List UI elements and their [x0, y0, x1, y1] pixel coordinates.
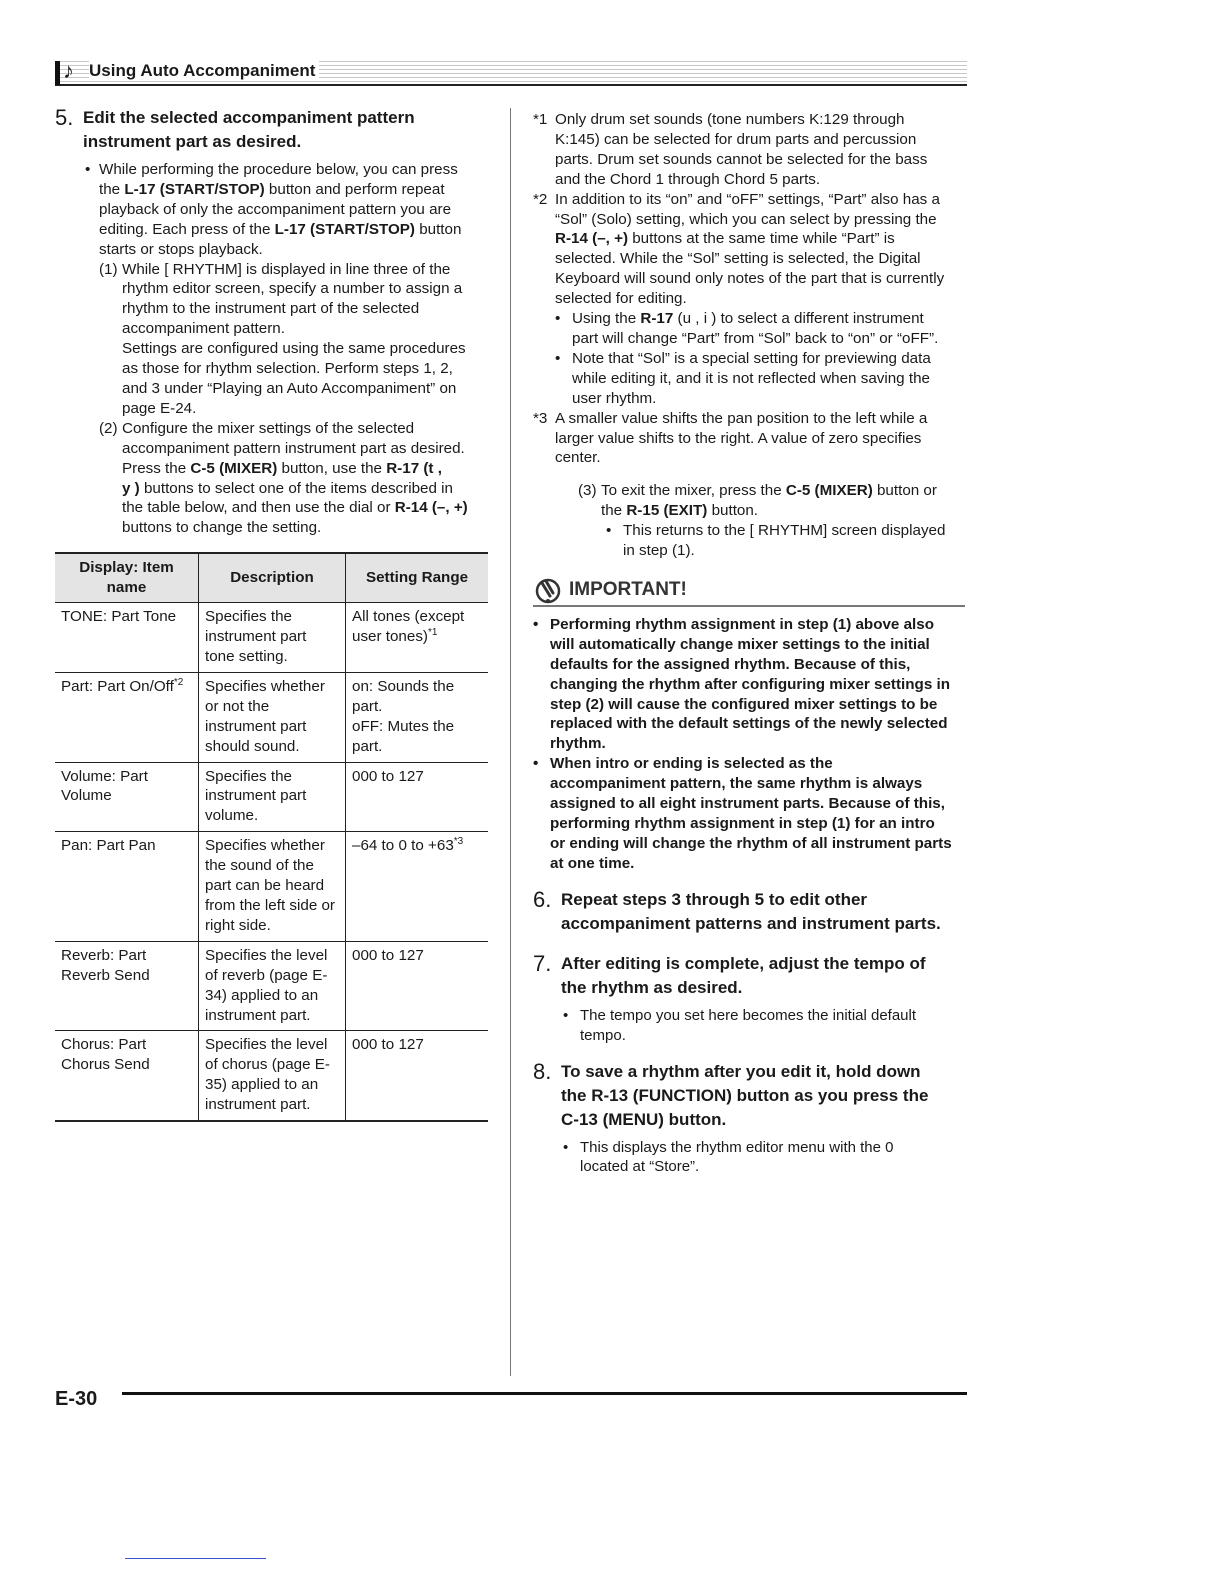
- text-line: To exit the mixer, press the C-5 (MIXER) button or: [601, 482, 937, 500]
- substep-1: [99, 260, 490, 419]
- text-line: tempo.: [580, 1026, 626, 1044]
- text-line: y ) buttons to select one of the items described in: [122, 479, 453, 497]
- left-column: [55, 106, 490, 1122]
- important-bullet: [533, 754, 965, 873]
- text-line: and the Chord 1 through Chord 5 parts.: [555, 170, 821, 188]
- text-line: replaced with the default settings of the newly selected: [550, 715, 948, 733]
- bullet-item: [555, 349, 965, 409]
- text-line: This returns to the [ RHYTHM] screen displayed: [623, 522, 946, 540]
- text-line: and 3 under “Playing an Auto Accompaniment” on: [122, 379, 457, 397]
- text-line: the R-15 (EXIT) button.: [601, 502, 759, 520]
- table-row: [55, 762, 488, 832]
- text-line: accompaniment pattern.: [122, 320, 285, 338]
- text-line: starts or stops playback.: [99, 240, 263, 258]
- bullet-dot: •: [85, 161, 91, 178]
- text-line: center.: [555, 449, 601, 467]
- table-cell-range: 000 to 127: [346, 1031, 489, 1121]
- step-title-line: instrument part as desired.: [83, 132, 302, 151]
- substep-label: (1): [99, 260, 118, 278]
- text-line: selected for editing.: [555, 290, 687, 308]
- text-line: Note that “Sol” is a special setting for previewing data: [572, 349, 931, 367]
- text-line: at one time.: [550, 854, 635, 872]
- step-title-line: the rhythm as desired.: [561, 977, 743, 997]
- bullet-item: [606, 521, 965, 561]
- text-line: will automatically change mixer settings to the initial: [550, 635, 930, 653]
- text-line: rhythm to the instrument part of the selected: [122, 300, 420, 318]
- substep-2: [99, 419, 490, 538]
- step-title-line: accompaniment patterns and instrument parts.: [561, 913, 941, 933]
- text-line: the table below, and then use the dial or R-14 (–, +): [122, 499, 468, 517]
- text-line: user rhythm.: [572, 389, 657, 407]
- step-title-line: the R-13 (FUNCTION) button as you press the: [561, 1085, 929, 1105]
- column-divider: [510, 108, 511, 1376]
- table-cell-description: Specifies the instrument part tone setting.: [199, 603, 346, 673]
- bullet-dot: •: [533, 615, 539, 633]
- text-line: Keyboard will sound only notes of the part that is currently: [555, 270, 945, 288]
- table-cell-description: Specifies the level of chorus (page E-35) applied to an instrument part.: [199, 1031, 346, 1121]
- text-line: Configure the mixer settings of the selected: [122, 419, 415, 437]
- text-line: while editing it, and it is not reflected when saving the: [572, 369, 930, 387]
- text-line: Performing rhythm assignment in step (1) above also: [550, 615, 934, 633]
- column-header: Display: Item name: [55, 553, 199, 603]
- important-heading: [533, 575, 965, 607]
- text-line: rhythm editor screen, specify a number to assign a: [122, 280, 463, 298]
- table-header-row: [55, 553, 488, 603]
- footnote-mark: *1: [533, 111, 548, 128]
- text-line: In addition to its “on” and “oFF” settings, “Part” also has a: [555, 190, 940, 208]
- step-number: 5.: [55, 105, 74, 130]
- bullet-item: [563, 1138, 965, 1178]
- table-row: [55, 941, 488, 1031]
- table-row: [55, 672, 488, 762]
- table-cell-item: Volume: Part Volume: [55, 762, 199, 832]
- header-marker: [55, 61, 60, 85]
- bullet-dot: •: [563, 1006, 569, 1024]
- step-number: 6.: [533, 886, 552, 912]
- table-cell-range: 000 to 127: [346, 762, 489, 832]
- text-line: Using the R-17 (u , i ) to select a different instrument: [572, 310, 924, 328]
- text-line: This displays the rhythm editor menu with the 0: [580, 1138, 894, 1156]
- bullet-dot: •: [533, 755, 539, 773]
- important-bullet: [533, 615, 965, 754]
- text-line: playback of only the accompaniment pattern you are: [99, 200, 452, 218]
- text-line: R-14 (–, +) buttons at the same time while “Part” is: [555, 230, 895, 248]
- text-line: selected. While the “Sol” setting is selected, the Digital: [555, 250, 921, 268]
- header-rule: [55, 84, 967, 86]
- table-row: [55, 603, 488, 673]
- text-line: A smaller value shifts the pan position to the left while a: [555, 409, 928, 427]
- substep-3: [578, 481, 965, 521]
- step-title-line: To save a rhythm after you edit it, hold down: [561, 1061, 921, 1081]
- table-cell-range: 000 to 127: [346, 941, 489, 1031]
- text-line: Press the C-5 (MIXER) button, use the R-17 (t ,: [122, 459, 442, 477]
- bullet-dot: •: [555, 310, 561, 328]
- footnote-mark: *3: [533, 409, 548, 427]
- text-line: located at “Store”.: [580, 1158, 700, 1176]
- substep-label: (3): [578, 482, 597, 500]
- text-line: rhythm.: [550, 735, 606, 753]
- text-line: The tempo you set here becomes the initial default: [580, 1006, 917, 1024]
- bullet-dot: •: [563, 1138, 569, 1156]
- text-line: buttons to change the setting.: [122, 519, 322, 537]
- substep-label: (2): [99, 419, 118, 437]
- text-line: While performing the procedure below, you can press: [99, 161, 458, 178]
- text-line: page E-24.: [122, 399, 197, 417]
- warning-hand-icon: [533, 576, 563, 604]
- footnote-3: [533, 409, 965, 469]
- step-5-heading: [55, 106, 490, 154]
- section-title: Using Auto Accompaniment: [89, 61, 319, 81]
- column-header: Setting Range: [346, 553, 489, 603]
- bottom-link-underline: [125, 1558, 266, 1559]
- bullet-dot: •: [606, 522, 612, 540]
- footer-rule: [122, 1392, 967, 1395]
- table-cell-description: Specifies whether or not the instrument part should sound.: [199, 672, 346, 762]
- step-title-line: After editing is complete, adjust the tempo of: [561, 953, 926, 973]
- step-number: 8.: [533, 1058, 552, 1084]
- footnote-mark: *2: [533, 190, 548, 208]
- footnote-1: [533, 110, 965, 190]
- text-line: Only drum set sounds (tone numbers K:129 through: [555, 111, 905, 128]
- text-line: defaults for the assigned rhythm. Because of this,: [550, 655, 911, 673]
- text-line: the L-17 (START/STOP) button and perform repeat: [99, 180, 445, 198]
- text-line: part will change “Part” from “Sol” back to “on” or “oFF”.: [572, 329, 939, 347]
- right-column: [533, 110, 965, 1177]
- table-cell-item: TONE: Part Tone: [55, 603, 199, 673]
- table-cell-range: All tones (except user tones)$^{*1}$: [346, 603, 489, 673]
- bullet-item: [563, 1006, 965, 1046]
- text-line: When intro or ending is selected as the: [550, 755, 833, 773]
- table-row: [55, 832, 488, 942]
- step-title-line: Edit the selected accompaniment pattern: [83, 108, 415, 127]
- text-line: as those for rhythm selection. Perform steps 1, 2,: [122, 360, 453, 378]
- table-cell-item: Part: Part On/Off$^{*2}$: [55, 672, 199, 762]
- text-line: in step (1).: [623, 542, 695, 560]
- page-number: E-30: [55, 1388, 98, 1410]
- text-line: performing rhythm assignment in step (1) for an intro: [550, 815, 935, 832]
- table-cell-item: Reverb: Part Reverb Send: [55, 941, 199, 1031]
- text-line: accompaniment pattern, the same rhythm is always: [550, 775, 923, 793]
- table-cell-description: Specifies the level of reverb (page E-34) applied to an instrument part.: [199, 941, 346, 1031]
- table-cell-item: Chorus: Part Chorus Send: [55, 1031, 199, 1121]
- step-7-heading: [533, 952, 965, 1000]
- table-row: [55, 1031, 488, 1121]
- footnote-2: [533, 190, 965, 309]
- music-note-icon: ♪: [63, 58, 74, 83]
- bullet-dot: •: [555, 349, 561, 367]
- bullet-item: [555, 309, 965, 349]
- step-8-heading: [533, 1060, 965, 1132]
- step-title-line: Repeat steps 3 through 5 to edit other: [561, 889, 868, 909]
- mixer-settings-table: [55, 552, 488, 1122]
- step-title-line: C-13 (MENU) button.: [561, 1109, 727, 1129]
- text-line: Settings are configured using the same procedures: [122, 340, 466, 358]
- text-line: editing. Each press of the L-17 (START/STOP) button: [99, 220, 462, 238]
- text-line: parts. Drum set sounds cannot be selected for the bass: [555, 150, 928, 168]
- step-number: 7.: [533, 950, 552, 976]
- text-line: While [ RHYTHM] is displayed in line three of the: [122, 260, 451, 278]
- important-title: IMPORTANT!: [569, 578, 687, 600]
- text-line: step (2) will cause the configured mixer settings to be: [550, 695, 938, 713]
- bullet-item: [85, 160, 490, 260]
- text-line: accompaniment pattern instrument part as desired.: [122, 439, 465, 457]
- table-cell-range: on: Sounds the part. oFF: Mutes the part.: [346, 672, 489, 762]
- text-line: or ending will change the rhythm of all instrument parts: [550, 834, 952, 852]
- step-6-heading: [533, 888, 965, 936]
- text-line: “Sol” (Solo) setting, which you can select by pressing the: [555, 210, 937, 228]
- table-cell-item: Pan: Part Pan: [55, 832, 199, 942]
- column-header: Description: [199, 553, 346, 603]
- table-cell-range: –64 to 0 to $+63^{*3}$: [346, 832, 489, 942]
- table-cell-description: Specifies the instrument part volume.: [199, 762, 346, 832]
- text-line: assigned to all eight instrument parts. Because of this,: [550, 795, 945, 813]
- text-line: larger value shifts to the right. A value of zero specifies: [555, 429, 922, 447]
- text-line: K:145) can be selected for drum parts and percussion: [555, 130, 917, 148]
- text-line: changing the rhythm after configuring mixer settings in: [550, 675, 950, 693]
- table-cell-description: Specifies whether the sound of the part can be heard from the left side or right side.: [199, 832, 346, 942]
